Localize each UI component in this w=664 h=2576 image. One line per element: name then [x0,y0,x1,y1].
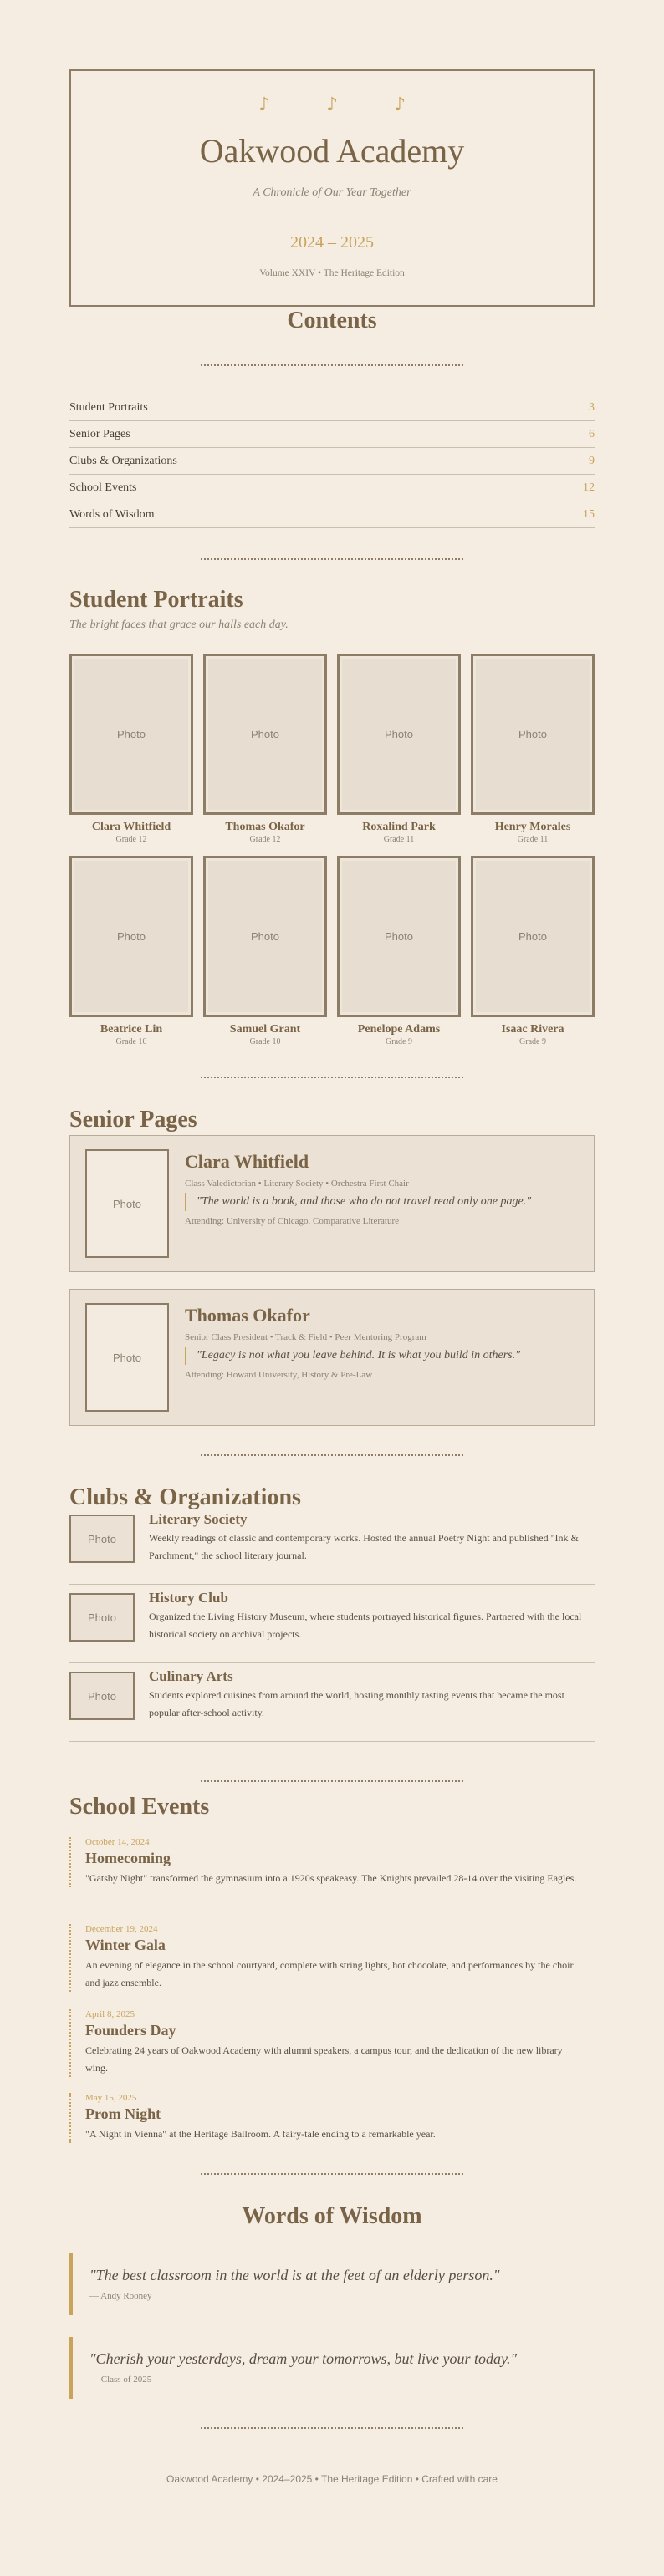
event-description: "A Night in Vienna" at the Heritage Ballroom. A fairy-tale ending to a remarkable year. [85,2128,436,2140]
student-grade: Grade 10 [115,1037,147,1046]
toc-item[interactable] [69,421,595,448]
photo-placeholder: Photo [203,654,327,815]
club-name: Literary Society [149,1511,248,1527]
student-name: Samuel Grant [229,1023,301,1036]
wisdom-quote [69,2253,595,2315]
toc-label: Words of Wisdom [69,507,155,521]
student-portrait[interactable] [471,654,595,844]
senior-quote: "Legacy is not what you leave behind. It is what you build in others." [185,1347,520,1365]
club-item [69,1511,595,1585]
divider [201,1780,463,1782]
club-description: Organized the Living History Museum, where students portrayed historical figures. Partnered with the local historical society on archival projects. [149,1611,582,1640]
toc-page: 6 [589,427,595,440]
contents-title: Contents [287,308,377,333]
cover-panel [69,69,595,307]
divider [201,2173,463,2175]
photo-placeholder: Photo [471,654,595,815]
student-name: Clara Whitfield [91,821,171,833]
student-name: Roxalind Park [362,821,436,833]
student-name: Isaac Rivera [501,1023,564,1036]
cover-title: Oakwood Academy [199,132,465,170]
event-item [69,1924,595,1992]
event-date: May 15, 2025 [85,2093,137,2103]
event-date: October 14, 2024 [85,1837,150,1847]
event-date: April 8, 2025 [85,2009,135,2019]
event-item [69,1837,595,1887]
senior-attending: Attending: Howard University, History & Pre-Law [185,1370,373,1380]
quote-author: — Andy Rooney [89,2291,152,2301]
music-notes-icon: ♪ ♪ ♪ [258,94,432,115]
toc-label: School Events [69,481,137,494]
divider [201,558,463,560]
quote-author: — Class of 2025 [89,2375,152,2385]
toc-page: 9 [589,454,595,467]
photo-placeholder: Photo [69,856,193,1017]
event-name: Winter Gala [85,1937,166,1953]
student-name: Henry Morales [494,821,571,833]
student-portrait[interactable] [69,654,193,844]
student-portrait[interactable] [69,856,193,1046]
photo-placeholder: Photo [85,1303,169,1412]
table-of-contents [69,395,595,528]
event-date: December 19, 2024 [85,1924,158,1934]
toc-item[interactable] [69,475,595,501]
toc-label: Senior Pages [69,427,130,440]
portraits-subtitle: The bright faces that grace our halls each day. [69,619,289,631]
student-name: Penelope Adams [357,1023,441,1036]
photo-placeholder: Photo [337,654,461,815]
photo-placeholder: Photo [85,1149,169,1258]
photo-placeholder: Photo [69,654,193,815]
student-name: Thomas Okafor [225,821,305,833]
photo-placeholder: Photo [203,856,327,1017]
seniors-title: Senior Pages [69,1107,197,1133]
student-portrait[interactable] [337,654,461,844]
cover-years: 2024 – 2025 [290,233,374,252]
clubs-title: Clubs & Organizations [69,1484,301,1510]
toc-item[interactable] [69,395,595,421]
student-grade: Grade 10 [249,1037,281,1046]
portraits-title: Student Portraits [69,587,243,613]
event-description: "Gatsby Night" transformed the gymnasium into a 1920s speakeasy. The Knights prevailed 28-14 over the visiting Eagles. [85,1872,577,1884]
club-item [69,1668,595,1742]
event-description: An evening of elegance in the school courtyard, complete with string lights, hot chocolate, and performances by the choir and jazz ensemble. [85,1959,574,1988]
event-name: Prom Night [85,2105,161,2122]
cover-volume: Volume XXIV • The Heritage Edition [259,268,405,278]
event-item [69,2009,595,2077]
student-grade: Grade 12 [115,835,147,844]
student-grade: Grade 11 [517,835,549,844]
toc-label: Student Portraits [69,400,148,414]
toc-item[interactable] [69,501,595,528]
student-grade: Grade 11 [383,835,415,844]
wisdom-title: Words of Wisdom [242,2203,422,2229]
quote-text: "Cherish your yesterdays, dream your tomorrows, but live your today." [89,2350,518,2367]
senior-card [69,1135,595,1272]
club-name: Culinary Arts [149,1668,233,1684]
student-portrait[interactable] [203,654,327,844]
senior-name: Clara Whitfield [185,1151,309,1172]
photo-placeholder: Photo [69,1515,135,1563]
cover-subtitle: A Chronicle of Our Year Together [253,186,411,199]
senior-quote: "The world is a book, and those who do not travel read only one page." [185,1193,531,1211]
club-name: History Club [149,1590,228,1606]
footer: Oakwood Academy • 2024–2025 • The Heritage Edition • Crafted with care [166,2473,498,2485]
photo-placeholder: Photo [337,856,461,1017]
toc-page: 15 [583,507,595,521]
event-description: Celebrating 24 years of Oakwood Academy with alumni speakers, a campus tour, and the dedication of the new library wing. [85,2044,563,2074]
student-portrait[interactable] [471,856,595,1046]
photo-placeholder: Photo [69,1672,135,1720]
quote-text: "The best classroom in the world is at the feet of an elderly person." [89,2267,500,2283]
events-title: School Events [69,1794,210,1820]
event-name: Founders Day [85,2022,176,2039]
student-name: Beatrice Lin [100,1023,163,1036]
divider [201,364,463,366]
club-description: Weekly readings of classic and contemporary works. Hosted the annual Poetry Night and published "Ink & Parchment," the school literary journal. [149,1532,579,1561]
senior-name: Thomas Okafor [185,1305,310,1326]
toc-label: Clubs & Organizations [69,454,177,467]
student-grade: Grade 12 [249,835,281,844]
divider [201,2427,463,2429]
student-portrait[interactable] [203,856,327,1046]
student-grade: Grade 9 [519,1037,546,1046]
senior-attending: Attending: University of Chicago, Comparative Literature [185,1216,399,1226]
event-name: Homecoming [85,1850,171,1866]
photo-placeholder: Photo [69,1593,135,1642]
student-grade: Grade 9 [386,1037,412,1046]
toc-item[interactable] [69,448,595,475]
club-description: Students explored cuisines from around the world, hosting monthly tasting events that became the most popular after-school activity. [149,1689,564,1718]
divider [201,1077,463,1078]
senior-roles: Class Valedictorian • Literary Society • Orchestra First Chair [185,1179,409,1189]
divider [201,1454,463,1456]
toc-page: 3 [589,400,595,414]
event-item [69,2093,595,2143]
club-item [69,1590,595,1663]
wisdom-quote [69,2337,595,2399]
student-portrait[interactable] [337,856,461,1046]
senior-roles: Senior Class President • Track & Field • Peer Mentoring Program [185,1332,426,1342]
toc-page: 12 [583,481,595,494]
senior-card [69,1289,595,1426]
photo-placeholder: Photo [471,856,595,1017]
